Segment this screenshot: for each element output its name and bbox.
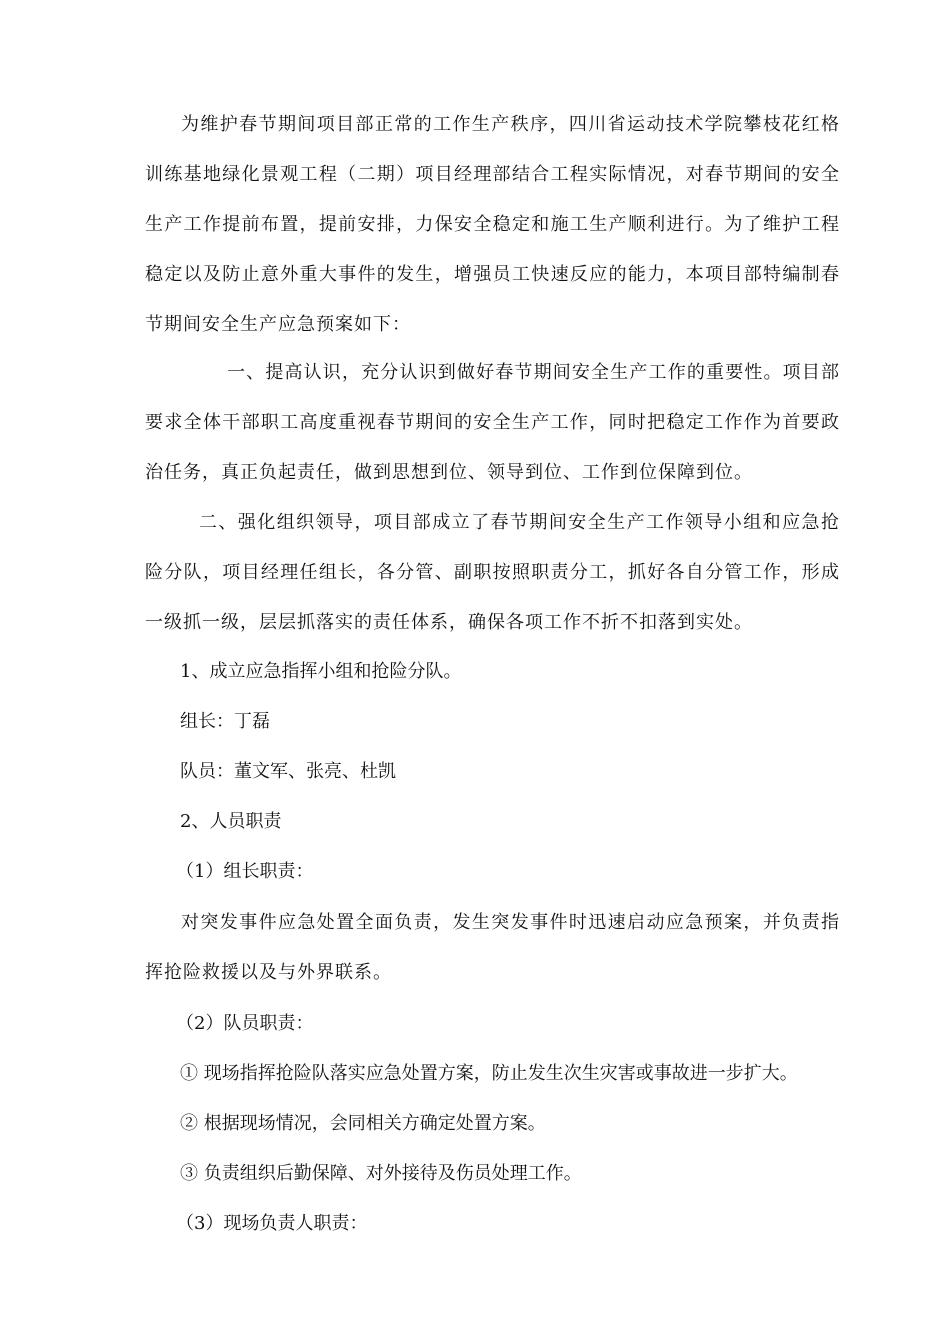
leader-line: 组长：丁磊	[180, 711, 270, 732]
members-line: 队员：董文军、张亮、杜凯	[180, 761, 396, 782]
site-manager-duty-heading: （3）现场负责人职责：	[176, 1213, 368, 1234]
section-1-paragraph: 一、提高认识，充分认识到做好春节期间安全生产工作的重要性。项目部要求全体干部职工高度重视春节期间的安全生产工作，同时把稳定工作作为首要政治任务，真正负起责任，做到思想到位、领导到位、工作到位保障到位。	[145, 362, 840, 483]
item-2-heading: 2、人员职责	[180, 811, 282, 832]
item-1-heading: 1、成立应急指挥小组和抢险分队。	[180, 661, 462, 682]
leader-duty-heading: （1）组长职责：	[176, 861, 314, 882]
member-duty-item-2: ② 根据现场情况，会同相关方确定处置方案。	[180, 1113, 546, 1134]
member-duty-item-1: ① 现场指挥抢险队落实应急处置方案，防止发生次生灾害或事故进一步扩大。	[180, 1063, 798, 1084]
section-2-paragraph: 二、强化组织领导，项目部成立了春节期间安全生产工作领导小组和应急抢险分队，项目经理任组长，各分管、副职按照职责分工，抓好各自分管工作，形成一级抓一级，层层抓落实的责任体系，确保各项工作不折不扣落到实处。	[145, 512, 840, 633]
member-duty-heading: （2）队员职责：	[176, 1013, 314, 1034]
member-duty-item-3: ③ 负责组织后勤保障、对外接待及伤员处理工作。	[180, 1163, 582, 1184]
leader-duty-paragraph: 对突发事件应急处置全面负责，发生突发事件时迅速启动应急预案，并负责指挥抢险救援以及与外界联系。	[145, 912, 840, 983]
intro-paragraph: 为维护春节期间项目部正常的工作生产秩序，四川省运动技术学院攀枝花红格训练基地绿化景观工程（二期）项目经理部结合工程实际情况，对春节期间的安全生产工作提前布置，提前安排，力保安全稳定和施工生产顺利进行。为了维护工程稳定以及防止意外重大事件的发生，增强员工快速反应的能力，本项目部特编制春节期间安全生产应急预案如下：	[145, 114, 840, 335]
